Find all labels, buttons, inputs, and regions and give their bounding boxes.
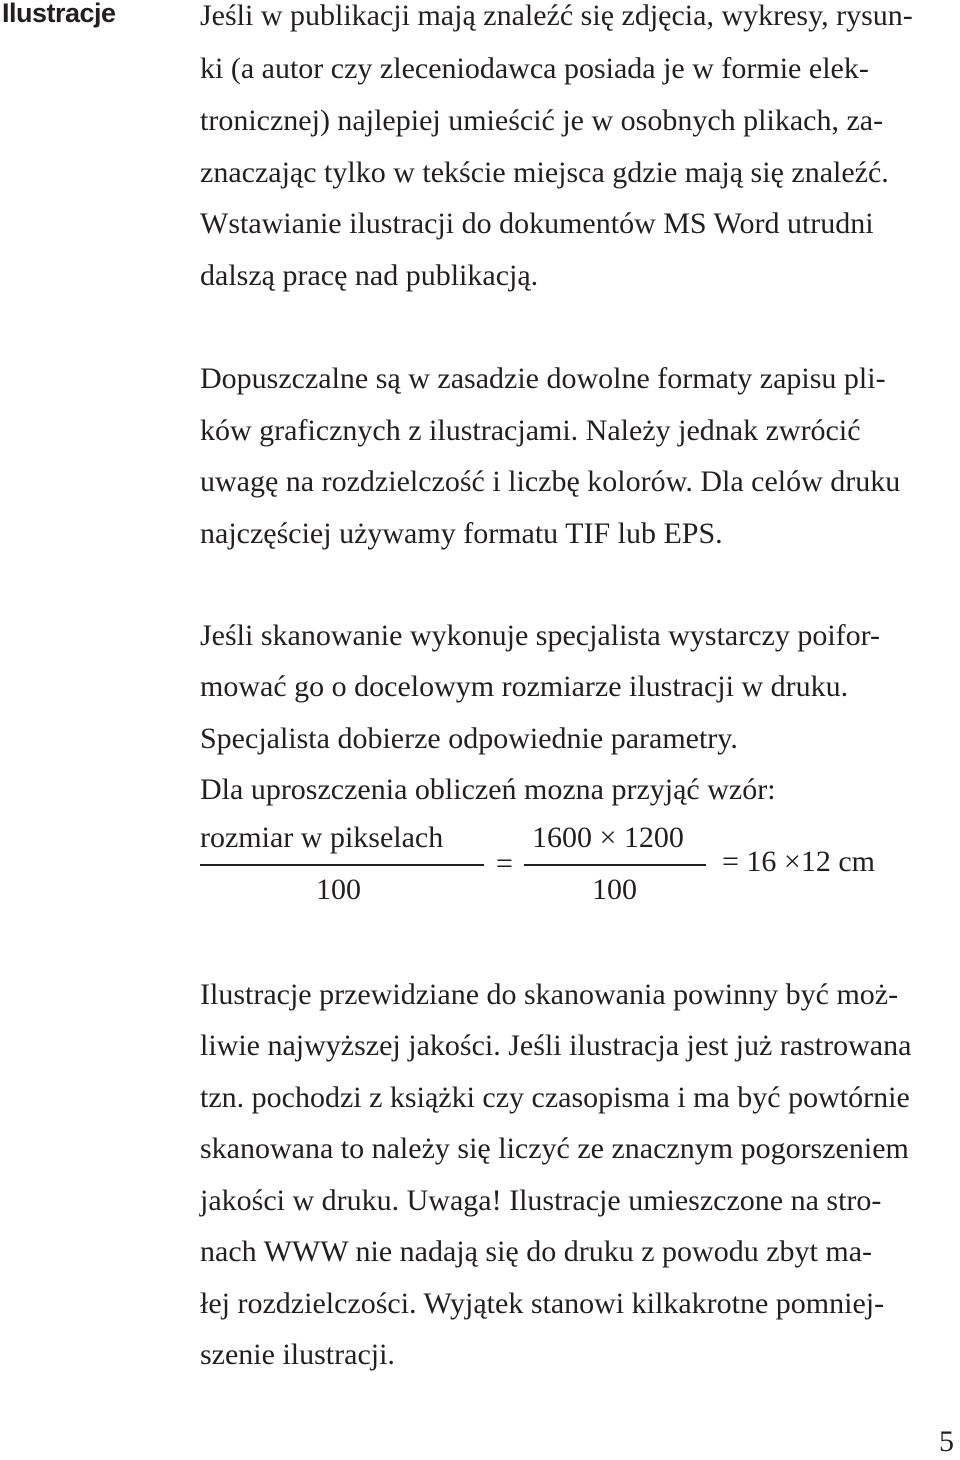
- text-line: ki (a autor czy zleceniodawca posiada je w formie elek-: [200, 52, 869, 85]
- text-line: dalszą pracę nad publikacją.: [200, 259, 539, 292]
- text-line: Dla uproszczenia obliczeń mozna przyjąć wzór:: [200, 773, 776, 806]
- text-line: Dopuszczalne są w zasadzie dowolne formaty zapisu pli-: [200, 362, 886, 395]
- text-line: Ilustracje przewidziane do skanowania powinny być moż-: [200, 978, 899, 1011]
- text-line: najczęściej używamy formatu TIF lub EPS.: [200, 517, 723, 550]
- text-line: tzn. pochodzi z książki czy czasopisma i ma być powtórnie: [200, 1081, 910, 1114]
- text-line: Specjalista dobierze odpowiednie parametry.: [200, 722, 738, 755]
- text-line: szenie ilustracji.: [200, 1338, 395, 1371]
- section-heading: Ilustracje: [2, 0, 116, 28]
- text-line: skanowana to należy się liczyć ze znacznym pogorszeniem: [200, 1132, 909, 1165]
- formula-equals: =: [496, 847, 513, 880]
- text-line: Wstawianie ilustracji do dokumentów MS Word utrudni: [200, 207, 874, 240]
- formula-denominator-right: 100: [592, 873, 637, 906]
- text-line: uwagę na rozdzielczość i liczbę kolorów. Dla celów druku: [200, 465, 901, 498]
- text-line: tronicznej) najlepiej umieścić je w osobnych plikach, za-: [200, 104, 884, 137]
- text-line: mować go o docelowym rozmiarze ilustracji w druku.: [200, 670, 849, 703]
- formula-result: = 16 ×12 cm: [722, 845, 875, 878]
- text-line: Jeśli w publikacji mają znaleźć się zdjęcia, wykresy, rysun-: [200, 0, 913, 32]
- size-formula: [200, 810, 960, 920]
- formula-denominator-left: 100: [316, 873, 361, 906]
- text-line: nach WWW nie nadają się do druku z powodu zbyt ma-: [200, 1235, 873, 1268]
- formula-numerator-right: 1600 × 1200: [532, 821, 684, 854]
- text-line: łej rozdzielczości. Wyjątek stanowi kilkakrotne pomniej-: [200, 1287, 885, 1320]
- fraction-bar-left: [200, 864, 484, 866]
- text-line: ków graficznych z ilustracjami. Należy jednak zwrócić: [200, 414, 861, 447]
- text-line: jakości w druku. Uwaga! Ilustracje umieszczone na stro-: [200, 1184, 882, 1217]
- formula-numerator-left: rozmiar w pikselach: [200, 821, 444, 854]
- text-line: Jeśli skanowanie wykonuje specjalista wystarczy poifor-: [200, 619, 881, 652]
- text-line: znaczając tylko w tekście miejsca gdzie mają się znaleźć.: [200, 156, 889, 189]
- text-line: liwie najwyższej jakości. Jeśli ilustracja jest już rastrowana: [200, 1029, 912, 1062]
- fraction-bar-right: [524, 864, 706, 866]
- page-number: 5: [939, 1425, 954, 1458]
